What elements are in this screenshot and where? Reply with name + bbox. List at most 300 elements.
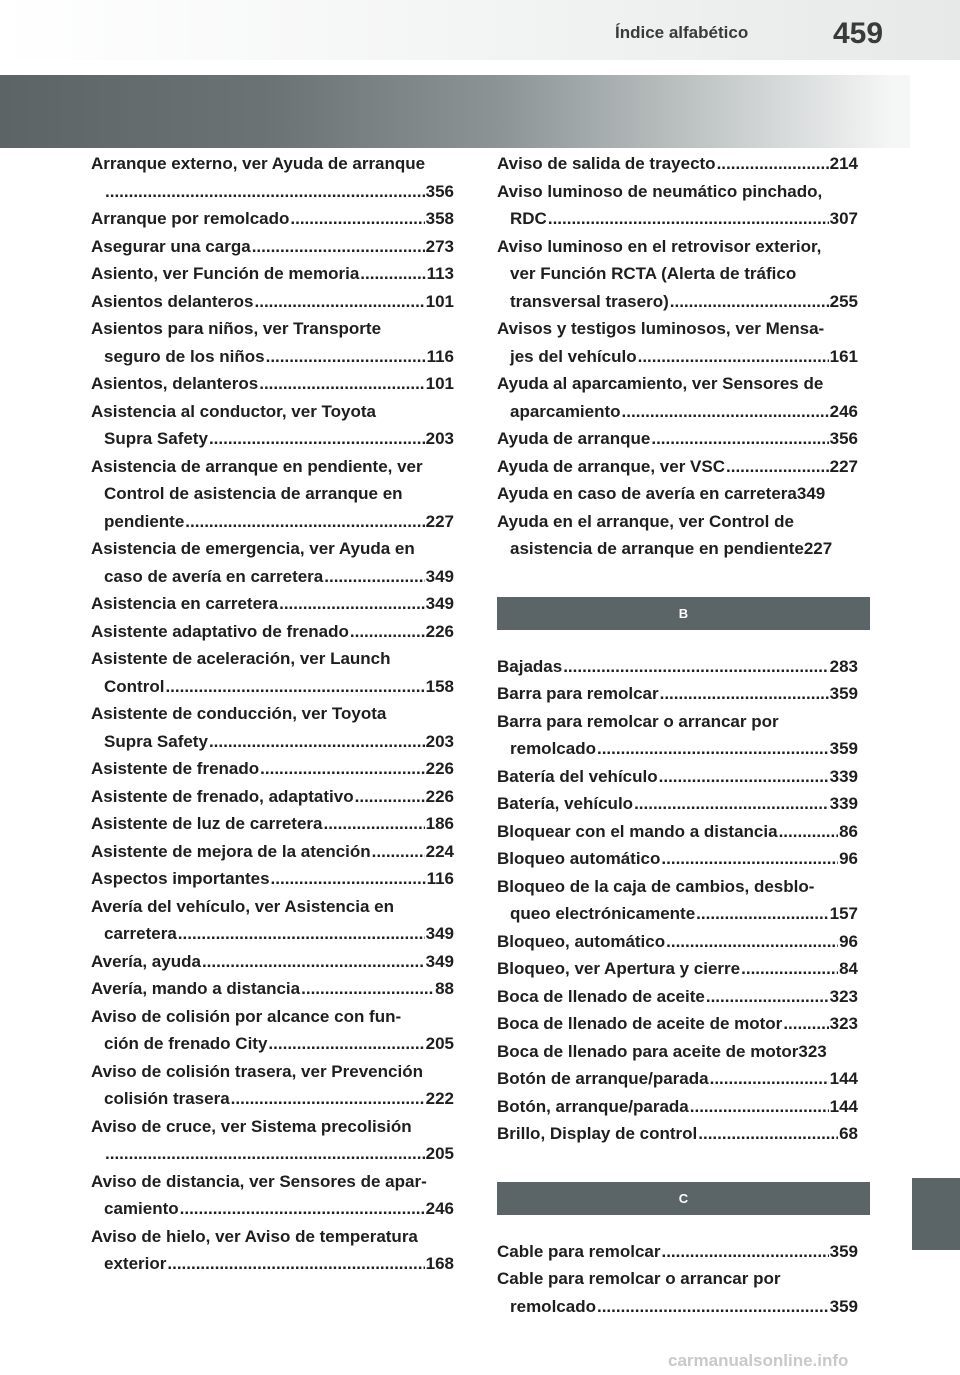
leader-dots	[323, 810, 424, 838]
index-entry	[497, 508, 858, 563]
entry-line	[497, 288, 858, 316]
entry-line	[91, 288, 454, 316]
entry-text: Asistente de frenado	[91, 759, 260, 778]
leader-dots	[202, 948, 425, 976]
entry-line	[91, 755, 454, 783]
entry-text: seguro de los niños	[104, 346, 265, 366]
index-entry	[91, 370, 454, 398]
leader-dots	[741, 955, 838, 983]
entry-text: Bloqueo automático	[497, 849, 661, 868]
index-entry	[91, 1058, 454, 1113]
index-entry	[497, 928, 858, 956]
entry-line	[497, 178, 858, 206]
index-entry	[497, 1010, 858, 1038]
entry-text: Botón de arranque/parada	[497, 1069, 709, 1088]
entry-line	[91, 563, 454, 591]
entry-line	[497, 653, 858, 681]
entry-text: Control de asistencia de arranque en	[104, 484, 403, 503]
index-entry	[91, 233, 454, 261]
entry-page: 339	[829, 794, 858, 813]
entry-page: 226	[425, 786, 454, 806]
index-entry	[91, 315, 454, 370]
entry-text: Asientos para niños, ver Transporte	[91, 319, 382, 338]
entry-text: Bajadas	[497, 656, 563, 676]
index-entry	[497, 453, 858, 481]
leader-dots	[360, 260, 425, 288]
entry-text: Boca de llenado de aceite	[497, 986, 705, 1006]
entry-text: Asistente de aceleración, ver Launch	[91, 649, 391, 668]
entry-page: 203	[425, 429, 454, 448]
index-entry	[497, 818, 858, 846]
entry-text: Bloquear con el mando a distancia	[497, 821, 778, 841]
entry-line	[497, 680, 858, 708]
index-entry	[497, 708, 858, 763]
entry-text: Aviso de colisión trasera, ver Prevención	[91, 1061, 423, 1081]
index-entry	[497, 845, 858, 873]
entry-line	[497, 790, 858, 818]
entry-page: 158	[425, 676, 454, 696]
leader-dots	[670, 288, 829, 316]
entry-page: 205	[425, 1034, 454, 1053]
entry-text: Brillo, Display de control	[497, 1124, 698, 1143]
entry-page: 203	[425, 731, 454, 751]
entry-text: queo electrónicamente	[510, 904, 696, 923]
entry-line	[91, 700, 454, 728]
entry-text: RDC	[510, 209, 547, 228]
entry-line	[91, 398, 454, 426]
entry-text: Asistencia de emergencia, ver Ayuda en	[91, 539, 415, 558]
index-entry	[497, 480, 858, 508]
leader-dots	[178, 920, 425, 948]
entry-line	[91, 1113, 454, 1141]
entry-page: 323	[829, 986, 858, 1006]
entry-line	[497, 983, 858, 1011]
index-entry	[91, 535, 454, 590]
leader-dots	[710, 1065, 829, 1093]
entry-line	[497, 708, 858, 736]
leader-dots	[259, 370, 424, 398]
entry-line	[497, 150, 858, 178]
index-entry	[91, 645, 454, 700]
leader-dots	[563, 653, 828, 681]
entry-text: Asientos delanteros	[91, 291, 254, 311]
entry-line	[497, 343, 858, 371]
index-entry	[91, 1168, 454, 1223]
leader-dots	[266, 343, 426, 371]
index-entry	[497, 233, 858, 316]
entry-text: asistencia de arranque en pendiente	[510, 539, 804, 558]
leader-dots	[209, 728, 425, 756]
entry-line	[91, 645, 454, 673]
leader-dots	[209, 425, 425, 453]
entry-page: 349	[425, 924, 454, 943]
entry-text: camiento	[104, 1199, 179, 1218]
entry-page: 88	[435, 979, 454, 998]
entry-text: Asistencia al conductor, ver Toyota	[91, 401, 376, 421]
entry-text: Arranque por remolcado	[91, 209, 290, 228]
entry-page: 168	[425, 1254, 454, 1273]
entry-line	[91, 1250, 454, 1278]
entry-text: transversal trasero)	[510, 291, 669, 311]
entry-line	[497, 205, 858, 233]
entry-page: 226	[425, 621, 454, 641]
index-entry	[91, 150, 454, 205]
letter-heading-b: B	[497, 597, 870, 630]
entry-text: pendiente	[104, 511, 185, 531]
entry-line	[91, 893, 454, 921]
entry-text: Aviso de salida de trayecto	[497, 154, 716, 173]
entry-text: Ayuda de arranque, ver VSC	[497, 456, 726, 476]
entry-line	[91, 865, 454, 893]
entry-text: remolcado	[510, 1296, 596, 1316]
entry-line	[497, 508, 858, 536]
entry-text: Aviso de cruce, ver Sistema precolisión	[91, 1116, 412, 1136]
entry-text: Boca de llenado de aceite de motor	[497, 1014, 783, 1033]
entry-text: Ayuda de arranque	[497, 429, 651, 448]
entry-page: 186	[425, 814, 454, 833]
entry-page: 227	[829, 456, 858, 476]
entry-text: Aviso de distancia, ver Sensores de apar-	[91, 1171, 427, 1191]
index-entry	[497, 1093, 858, 1121]
entry-line	[497, 370, 858, 398]
index-entry	[91, 700, 454, 755]
entry-line	[497, 425, 858, 453]
entry-line	[91, 838, 454, 866]
entry-line	[91, 1030, 454, 1058]
entry-page: 359	[829, 1296, 858, 1316]
entry-line	[497, 233, 858, 261]
entry-page: 96	[839, 849, 858, 868]
leader-dots	[696, 900, 828, 928]
index-entry	[91, 398, 454, 453]
leader-dots	[231, 1085, 425, 1113]
leader-dots	[180, 1195, 425, 1223]
leader-dots	[717, 150, 829, 178]
index-entry	[91, 948, 454, 976]
entry-line	[497, 1265, 858, 1293]
leader-dots	[165, 673, 424, 701]
entry-line	[91, 343, 454, 371]
entry-line	[497, 818, 858, 846]
entry-line	[91, 260, 454, 288]
entry-page: 226	[425, 759, 454, 778]
entry-line	[497, 873, 858, 901]
entry-page: 161	[829, 346, 858, 366]
entry-line	[497, 535, 858, 563]
entry-text: Supra Safety	[104, 731, 208, 751]
entry-text: Aspectos importantes	[91, 869, 270, 888]
entry-text: Asistente de luz de carretera	[91, 814, 323, 833]
leader-dots	[372, 838, 425, 866]
index-entry	[497, 983, 858, 1011]
entry-page: 273	[425, 236, 454, 256]
leader-dots	[698, 1120, 838, 1148]
leader-dots	[260, 755, 424, 783]
entry-page: 144	[829, 1069, 858, 1088]
entry-text: Asiento, ver Función de memoria	[91, 264, 360, 283]
entry-line	[91, 590, 454, 618]
section-title: Índice alfabético	[615, 23, 749, 42]
entry-page: 359	[829, 684, 858, 703]
entry-line	[91, 1003, 454, 1031]
entry-line	[91, 783, 454, 811]
entry-text: Ayuda al aparcamiento, ver Sensores de	[497, 374, 824, 393]
index-entry	[91, 618, 454, 646]
entry-line	[91, 1195, 454, 1223]
entry-line	[91, 975, 454, 1003]
leader-dots	[666, 928, 838, 956]
entry-text: Asistente de mejora de la atención	[91, 841, 371, 861]
leader-dots	[185, 508, 424, 536]
entry-page: 227	[425, 511, 454, 531]
entry-text: Barra para remolcar	[497, 684, 659, 703]
entry-page: 323	[829, 1014, 858, 1033]
entry-line	[91, 233, 454, 261]
index-entry	[91, 260, 454, 288]
index-entry	[497, 1238, 858, 1266]
index-entry	[497, 955, 858, 983]
entry-text: Ayuda en el arranque, ver Control de	[497, 511, 794, 531]
entry-page: 205	[425, 1144, 454, 1163]
entry-line	[497, 928, 858, 956]
entry-page: 246	[829, 401, 858, 421]
entry-text: ver Función RCTA (Alerta de tráfico	[510, 264, 797, 283]
entry-text: Supra Safety	[104, 429, 208, 448]
entry-page: 227	[803, 539, 833, 558]
leader-dots	[105, 178, 425, 206]
leader-dots	[271, 865, 426, 893]
index-entry	[91, 865, 454, 893]
entry-text: Arranque externo, ver Ayuda de arranque	[91, 154, 426, 173]
leader-dots	[690, 1093, 829, 1121]
index-entry	[91, 975, 454, 1003]
entry-line	[91, 1140, 454, 1168]
entry-line	[91, 948, 454, 976]
index-entry	[91, 288, 454, 316]
entry-text: Batería del vehículo	[497, 766, 658, 786]
entry-line	[497, 1093, 858, 1121]
entry-line	[497, 1010, 858, 1038]
entry-line	[91, 1058, 454, 1086]
index-entry	[497, 1120, 858, 1148]
index-entry	[497, 1038, 858, 1066]
entry-page: 86	[839, 821, 858, 841]
entry-page: 214	[829, 154, 858, 173]
entry-text: remolcado	[510, 739, 596, 758]
entry-line	[497, 955, 858, 983]
page-header	[0, 0, 960, 60]
index-group-b	[497, 653, 858, 1148]
entry-text: colisión trasera	[104, 1089, 230, 1108]
entry-text: Aviso luminoso de neumático pinchado,	[497, 181, 823, 201]
index-column-left	[91, 150, 454, 1278]
chapter-thumb-tab	[912, 1178, 960, 1250]
entry-text: Asistencia en carretera	[91, 594, 279, 613]
index-entry	[91, 453, 454, 536]
entry-text: Asistente adaptativo de frenado	[91, 621, 349, 641]
index-entry	[497, 790, 858, 818]
leader-dots	[324, 563, 424, 591]
index-entry	[497, 653, 858, 681]
leader-dots	[597, 735, 829, 763]
entry-page: 356	[829, 429, 858, 448]
entry-page: 349	[425, 566, 454, 586]
entry-page: 113	[426, 264, 454, 283]
entry-page: 349	[425, 594, 454, 613]
entry-line	[497, 480, 858, 508]
entry-page: 323	[798, 1041, 827, 1061]
entry-text: ción de frenado City	[104, 1034, 268, 1053]
entry-line	[497, 735, 858, 763]
entry-text: exterior	[104, 1254, 167, 1273]
entry-line	[497, 398, 858, 426]
entry-text: Boca de llenado para aceite de motor	[497, 1041, 799, 1061]
leader-dots	[597, 1293, 829, 1321]
index-entry	[497, 763, 858, 791]
entry-page: 283	[829, 656, 858, 676]
entry-line	[91, 728, 454, 756]
entry-text: aparcamiento	[510, 401, 621, 421]
leader-dots	[726, 453, 829, 481]
index-entry	[497, 1065, 858, 1093]
entry-line	[91, 810, 454, 838]
entry-text: Ayuda en caso de avería en carretera	[497, 484, 797, 503]
leader-dots	[659, 763, 829, 791]
entry-page: 222	[425, 1089, 454, 1108]
entry-text: Aviso luminoso en el retrovisor exterior,	[497, 236, 822, 256]
index-entry	[91, 783, 454, 811]
entry-text: Avisos y testigos luminosos, ver Mensa-	[497, 319, 825, 338]
header-banner	[0, 75, 910, 148]
leader-dots	[661, 1238, 828, 1266]
leader-dots	[350, 618, 425, 646]
entry-line	[91, 1168, 454, 1196]
leader-dots	[651, 425, 828, 453]
leader-dots	[706, 983, 829, 1011]
index-group-a	[497, 150, 858, 563]
entry-text: Asegurar una carga	[91, 236, 251, 256]
index-entry	[91, 1113, 454, 1168]
entry-text: Cable para remolcar o arrancar por	[497, 1269, 781, 1288]
entry-text: carretera	[104, 924, 177, 943]
entry-line	[497, 763, 858, 791]
leader-dots	[252, 233, 425, 261]
leader-dots	[255, 288, 425, 316]
entry-line	[497, 1120, 858, 1148]
entry-text: Control	[104, 676, 165, 696]
entry-line	[91, 920, 454, 948]
entry-line	[91, 1085, 454, 1113]
entry-line	[497, 260, 858, 288]
entry-text: Asistente de frenado, adaptativo	[91, 786, 354, 806]
entry-page: 358	[425, 209, 454, 228]
entry-line	[497, 1065, 858, 1093]
entry-line	[497, 900, 858, 928]
entry-line	[91, 370, 454, 398]
entry-page: 359	[829, 739, 858, 758]
leader-dots	[279, 590, 425, 618]
leader-dots	[167, 1250, 424, 1278]
entry-text: Avería, ayuda	[91, 951, 201, 971]
entry-line	[91, 508, 454, 536]
index-entry	[497, 425, 858, 453]
entry-page: 359	[829, 1241, 858, 1261]
entry-line	[91, 453, 454, 481]
entry-line	[91, 315, 454, 343]
index-entry	[91, 205, 454, 233]
leader-dots	[660, 680, 829, 708]
leader-dots	[661, 845, 838, 873]
entry-text: Bloqueo, ver Apertura y cierre	[497, 959, 741, 978]
entry-text: Avería del vehículo, ver Asistencia en	[91, 896, 394, 916]
entry-text: Aviso de hielo, ver Aviso de temperatura	[91, 1226, 418, 1246]
entry-line	[91, 205, 454, 233]
entry-page: 349	[425, 951, 454, 971]
entry-page: 116	[426, 346, 454, 366]
entry-page: 246	[425, 1199, 454, 1218]
leader-dots	[548, 205, 829, 233]
entry-page: 307	[829, 209, 858, 228]
entry-text: Asistente de conducción, ver Toyota	[91, 704, 387, 723]
index-entry	[497, 315, 858, 370]
leader-dots	[779, 818, 839, 846]
index-entry	[497, 150, 858, 178]
watermark: carmanualsonline.info	[668, 1351, 849, 1370]
entry-page: 157	[829, 904, 858, 923]
entry-page: 224	[425, 841, 454, 861]
entry-text: Bloqueo de la caja de cambios, desblo-	[497, 876, 815, 896]
leader-dots	[634, 790, 829, 818]
leader-dots	[105, 1140, 425, 1168]
entry-page: 101	[425, 291, 454, 311]
leader-dots	[301, 975, 434, 1003]
index-entry	[497, 680, 858, 708]
entry-page: 84	[839, 959, 858, 978]
entry-page: 349	[796, 484, 826, 503]
entry-page: 339	[829, 766, 858, 786]
entry-page: 116	[426, 869, 454, 888]
entry-line	[91, 1223, 454, 1251]
entry-line	[497, 315, 858, 343]
entry-line	[91, 150, 454, 178]
page-number: 459	[833, 17, 884, 50]
entry-line	[497, 1238, 858, 1266]
index-entry	[91, 838, 454, 866]
entry-line	[91, 618, 454, 646]
entry-text: Avería, mando a distancia	[91, 979, 301, 998]
index-entry	[497, 178, 858, 233]
entry-line	[91, 673, 454, 701]
entry-line	[497, 845, 858, 873]
entry-text: Cable para remolcar	[497, 1241, 661, 1261]
entry-text: Batería, vehículo	[497, 794, 634, 813]
index-column-right	[497, 150, 858, 1320]
entry-page: 101	[425, 374, 454, 393]
entry-page: 96	[839, 931, 858, 951]
index-entry	[497, 370, 858, 425]
leader-dots	[290, 205, 424, 233]
index-entry	[91, 590, 454, 618]
entry-text: Bloqueo, automático	[497, 931, 666, 951]
entry-text: Asistencia de arranque en pendiente, ver	[91, 456, 423, 476]
entry-text: Aviso de colisión por alcance con fun-	[91, 1006, 402, 1026]
entry-line	[497, 453, 858, 481]
entry-line	[91, 480, 454, 508]
entry-line	[497, 1038, 858, 1066]
entry-page: 144	[829, 1096, 858, 1116]
entry-line	[91, 425, 454, 453]
letter-heading-c: C	[497, 1182, 870, 1215]
